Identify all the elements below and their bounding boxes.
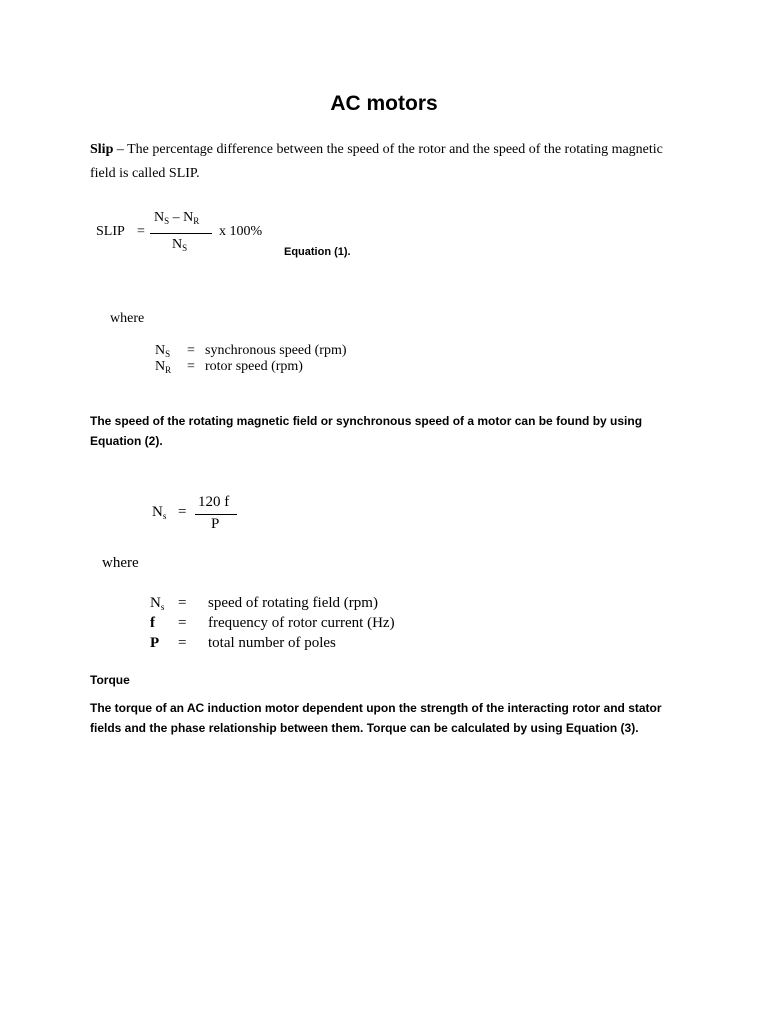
where1-symbol: $N_S$ <box>155 343 171 359</box>
eq1-den: N <box>172 237 183 252</box>
synchronous-speed-paragraph: The speed of the rotating magnetic field or synchronous speed of a motor can be found by using Equation (2). <box>90 414 643 448</box>
eq1-num-a: N <box>154 210 165 225</box>
where1-description: rotor speed (rpm) <box>205 359 303 374</box>
where2-row <box>150 633 395 653</box>
eq2-ns-sub: s <box>162 511 167 521</box>
where2-description: total number of poles <box>208 635 336 651</box>
where2-row <box>150 613 395 633</box>
where1-definitions <box>155 343 347 375</box>
where2-symbol: $N_s$ <box>150 595 165 612</box>
where1-row <box>155 343 347 359</box>
eq1-factor: x 100% <box>219 224 263 239</box>
where2-equals: = <box>178 635 187 651</box>
eq2-lhs <box>152 504 166 521</box>
where1-row <box>155 359 347 375</box>
torque-heading: Torque <box>90 673 130 687</box>
slip-definition-text: – The percentage difference between the speed of the rotor and the speed of the rotating magnetic field is called SLIP. <box>90 142 663 181</box>
where1-symbol: $N_R$ <box>155 359 172 375</box>
eq1-minus: – <box>172 210 180 225</box>
slip-definition <box>90 138 670 186</box>
eq1-lhs <box>96 224 125 240</box>
where2-description: frequency of rotor current (Hz) <box>208 615 395 631</box>
where1-label: where <box>110 311 145 326</box>
eq1-fraction-bar <box>150 233 212 234</box>
eq1-slip-label: SLIP <box>96 224 125 239</box>
eq1-num-b-sub: R <box>193 216 200 226</box>
eq2-equals: = <box>178 504 187 520</box>
torque-paragraph: The torque of an AC induction motor dependent upon the strength of the interacting rotor and stator fields and the phase relationship between them. Torque can be calculated by using Equation (3). <box>90 701 662 735</box>
where2-label: where <box>102 555 139 571</box>
page-title: AC motors <box>330 92 438 115</box>
eq1-numerator <box>154 210 199 226</box>
eq1-num-b: N <box>183 210 194 225</box>
eq1-num-a-sub: S <box>164 216 170 226</box>
where1-description: synchronous speed (rpm) <box>205 343 347 358</box>
where2-row <box>150 593 395 613</box>
where2-symbol: P <box>150 635 160 651</box>
eq1-equals: = <box>137 224 145 239</box>
eq1-denominator <box>172 237 187 253</box>
where1-equals: = <box>187 343 195 358</box>
where1-equals: = <box>187 359 195 374</box>
slip-term: Slip <box>90 142 114 157</box>
eq2-numerator: 120 f <box>198 494 230 510</box>
eq2-denominator: P <box>211 516 220 532</box>
eq1-den-sub: S <box>182 243 188 253</box>
eq2-ns: N <box>152 504 163 520</box>
where2-equals: = <box>178 595 187 611</box>
where2-symbol: f <box>150 615 155 631</box>
where2-equals: = <box>178 615 187 631</box>
where2-description: speed of rotating field (rpm) <box>208 595 378 611</box>
eq2-fraction-bar <box>195 514 237 515</box>
where2-definitions <box>150 593 395 653</box>
eq1-label: Equation (1). <box>284 246 351 258</box>
